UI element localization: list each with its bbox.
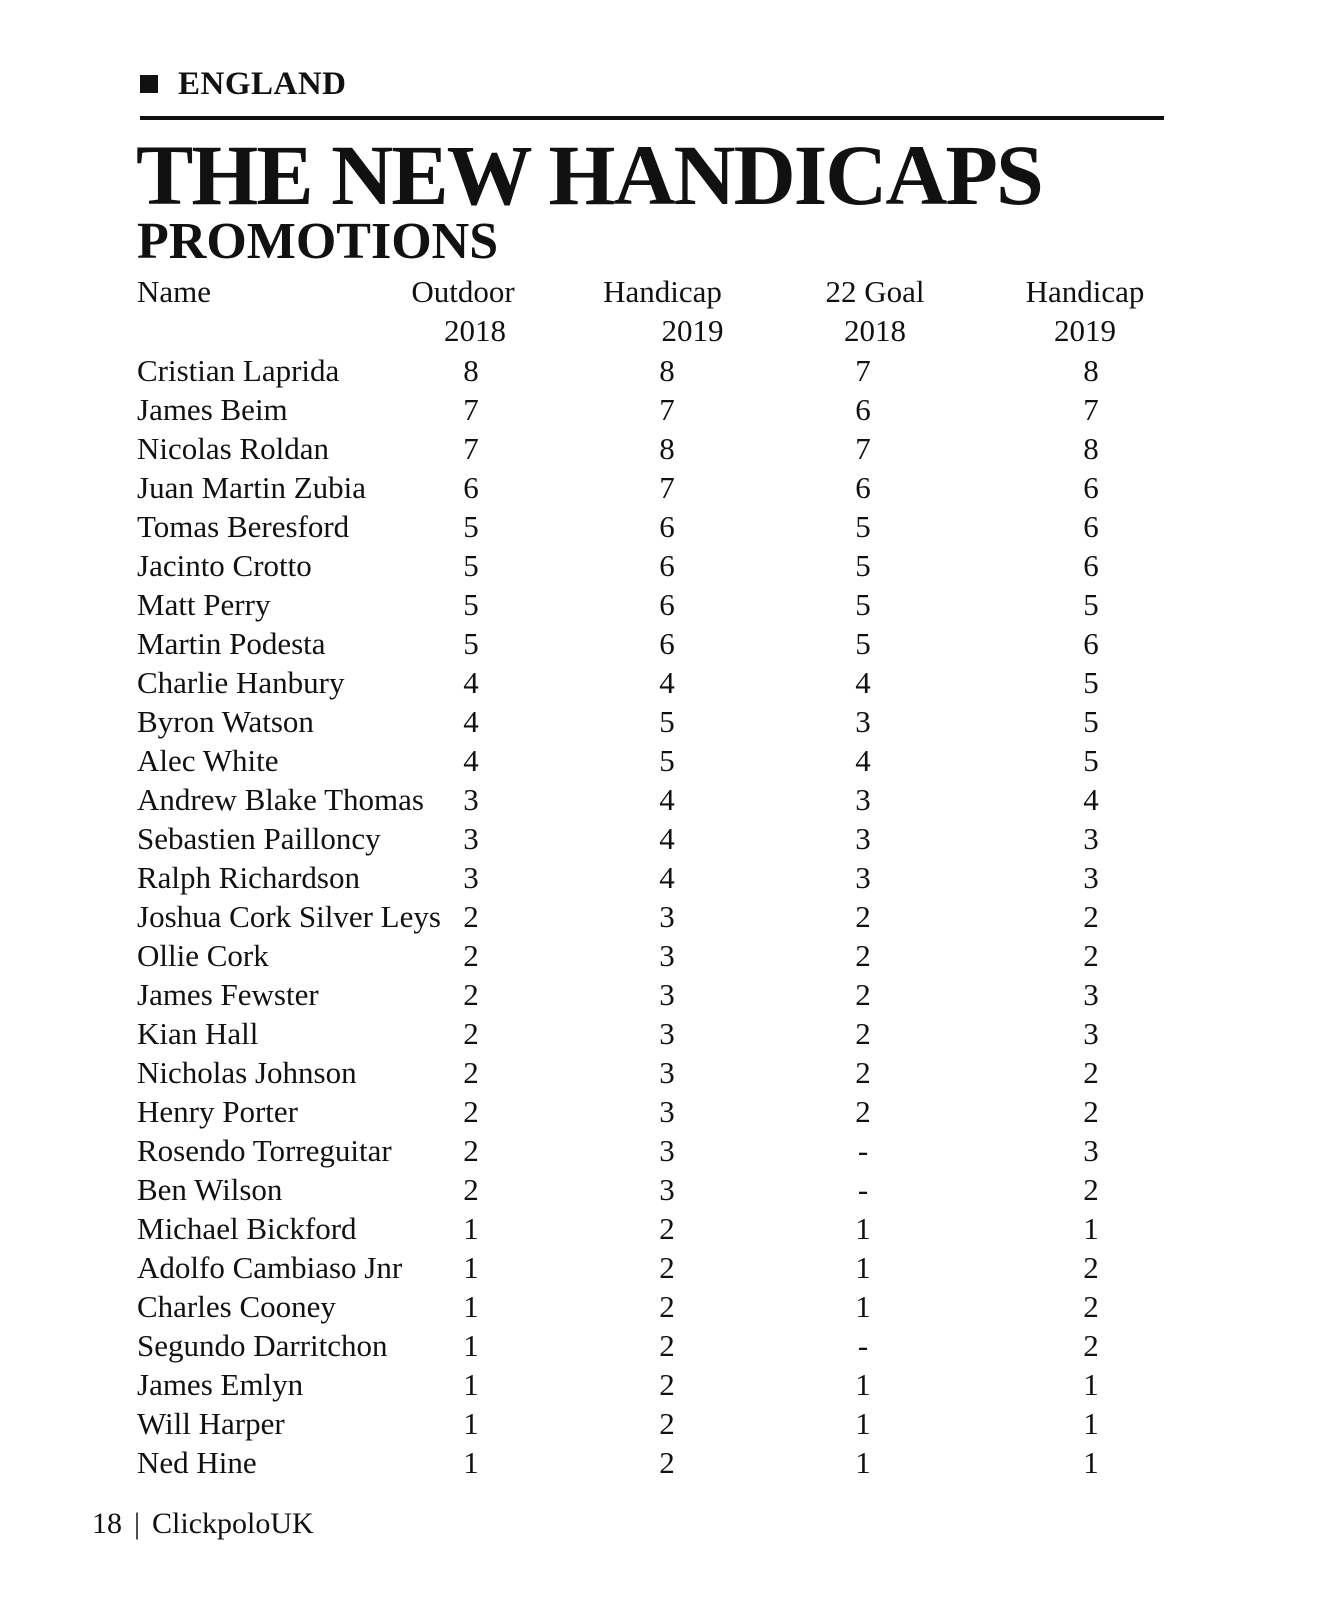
goal22-handicap-2019-value: 1: [1083, 1367, 1099, 1402]
table-row: [0, 897, 1318, 936]
outdoor-2018-value: 4: [463, 665, 479, 700]
header-line: 2019: [1054, 313, 1116, 348]
outdoor-2018-value: 5: [463, 509, 479, 544]
goal22-2018-value: 1: [855, 1367, 871, 1402]
header-handicap-2019-22-goal: [1010, 272, 1160, 350]
table-row: [0, 1092, 1318, 1131]
handicap-2019-value: 4: [659, 821, 675, 856]
goal22-2018-value: 3: [855, 782, 871, 817]
table-row: [0, 741, 1318, 780]
handicap-2019-value: 4: [659, 860, 675, 895]
table-row: [0, 780, 1318, 819]
handicap-2019-value: 2: [659, 1367, 675, 1402]
player-name: James Beim: [137, 392, 288, 427]
table-row: [0, 1287, 1318, 1326]
outdoor-2018-value: 2: [463, 977, 479, 1012]
goal22-2018-value: 3: [855, 821, 871, 856]
handicap-2019-value: 5: [659, 704, 675, 739]
player-name: Alec White: [137, 743, 279, 778]
player-name: Charlie Hanbury: [137, 665, 345, 700]
handicap-2019-value: 3: [659, 1133, 675, 1168]
outdoor-2018-value: 2: [463, 1133, 479, 1168]
goal22-2018-value: 6: [855, 392, 871, 427]
header-line: 2018: [844, 313, 906, 348]
player-name: Nicholas Johnson: [137, 1055, 357, 1090]
header-line: Handicap: [603, 274, 722, 309]
goal22-handicap-2019-value: 7: [1083, 392, 1099, 427]
goal22-handicap-2019-value: 5: [1083, 587, 1099, 622]
handicap-2019-value: 6: [659, 626, 675, 661]
handicap-2019-value: 7: [659, 392, 675, 427]
player-name: Sebastien Pailloncy: [137, 821, 381, 856]
player-name: Andrew Blake Thomas: [137, 782, 424, 817]
table-row: [0, 624, 1318, 663]
goal22-handicap-2019-value: 3: [1083, 1133, 1099, 1168]
goal22-2018-value: 4: [855, 665, 871, 700]
handicap-2019-value: 5: [659, 743, 675, 778]
table-row: [0, 1404, 1318, 1443]
outdoor-2018-value: 4: [463, 743, 479, 778]
player-name: James Fewster: [137, 977, 319, 1012]
player-name: James Emlyn: [137, 1367, 304, 1402]
header-rule: [140, 116, 1164, 120]
goal22-2018-value: 3: [855, 704, 871, 739]
outdoor-2018-value: 1: [463, 1250, 479, 1285]
table-row: [0, 1365, 1318, 1404]
goal22-handicap-2019-value: 2: [1083, 1289, 1099, 1324]
table-row: [0, 507, 1318, 546]
goal22-handicap-2019-value: 5: [1083, 665, 1099, 700]
table-row: [0, 351, 1318, 390]
player-name: Kian Hall: [137, 1016, 259, 1051]
outdoor-2018-value: 5: [463, 626, 479, 661]
goal22-handicap-2019-value: 3: [1083, 977, 1099, 1012]
table-row: [0, 1014, 1318, 1053]
outdoor-2018-value: 5: [463, 587, 479, 622]
player-name: Henry Porter: [137, 1094, 298, 1129]
handicap-2019-value: 8: [659, 353, 675, 388]
goal22-handicap-2019-value: 3: [1083, 860, 1099, 895]
handicap-2019-value: 4: [659, 665, 675, 700]
square-bullet-icon: [140, 75, 158, 93]
handicap-2019-value: 4: [659, 782, 675, 817]
goal22-2018-value: 3: [855, 860, 871, 895]
goal22-2018-value: -: [857, 1328, 869, 1363]
section-tag: [140, 62, 347, 106]
handicap-2019-value: 3: [659, 1016, 675, 1051]
goal22-handicap-2019-value: 4: [1083, 782, 1099, 817]
outdoor-2018-value: 1: [463, 1406, 479, 1441]
goal22-2018-value: 2: [855, 1055, 871, 1090]
player-name: Martin Podesta: [137, 626, 326, 661]
goal22-handicap-2019-value: 2: [1083, 1250, 1099, 1285]
goal22-handicap-2019-value: 8: [1083, 353, 1099, 388]
goal22-2018-value: 2: [855, 977, 871, 1012]
table-row: [0, 585, 1318, 624]
header-name: Name: [137, 274, 212, 309]
goal22-2018-value: 5: [855, 548, 871, 583]
handicap-table: [0, 351, 1318, 1482]
handicap-2019-value: 3: [659, 1055, 675, 1090]
handicap-2019-value: 3: [659, 1172, 675, 1207]
goal22-handicap-2019-value: 6: [1083, 548, 1099, 583]
header-22-goal-2018: [800, 272, 950, 350]
table-row: [0, 390, 1318, 429]
page-number: 18: [92, 1507, 122, 1540]
table-row: [0, 429, 1318, 468]
handicap-2019-value: 3: [659, 938, 675, 973]
goal22-handicap-2019-value: 1: [1083, 1211, 1099, 1246]
player-name: Adolfo Cambiaso Jnr: [137, 1250, 403, 1285]
outdoor-2018-value: 3: [463, 821, 479, 856]
outdoor-2018-value: 7: [463, 431, 479, 466]
player-name: Ollie Cork: [137, 938, 269, 973]
outdoor-2018-value: 3: [463, 860, 479, 895]
handicap-2019-value: 3: [659, 977, 675, 1012]
goal22-2018-value: 7: [855, 431, 871, 466]
outdoor-2018-value: 4: [463, 704, 479, 739]
player-name: Byron Watson: [137, 704, 314, 739]
outdoor-2018-value: 1: [463, 1328, 479, 1363]
goal22-handicap-2019-value: 8: [1083, 431, 1099, 466]
handicap-2019-value: 8: [659, 431, 675, 466]
goal22-handicap-2019-value: 2: [1083, 1328, 1099, 1363]
table-row: [0, 1209, 1318, 1248]
outdoor-2018-value: 8: [463, 353, 479, 388]
goal22-handicap-2019-value: 6: [1083, 470, 1099, 505]
goal22-2018-value: 1: [855, 1406, 871, 1441]
goal22-2018-value: 5: [855, 509, 871, 544]
handicap-2019-value: 7: [659, 470, 675, 505]
handicap-2019-value: 6: [659, 548, 675, 583]
outdoor-2018-value: 7: [463, 392, 479, 427]
table-header: [0, 272, 1318, 352]
player-name: Segundo Darritchon: [137, 1328, 388, 1363]
player-name: Michael Bickford: [137, 1211, 357, 1246]
outdoor-2018-value: 2: [463, 1016, 479, 1051]
player-name: Ralph Richardson: [137, 860, 360, 895]
table-row: [0, 546, 1318, 585]
goal22-2018-value: 4: [855, 743, 871, 778]
goal22-handicap-2019-value: 6: [1083, 509, 1099, 544]
goal22-handicap-2019-value: 5: [1083, 704, 1099, 739]
publication-name: ClickpoloUK: [152, 1507, 314, 1540]
player-name: Ned Hine: [137, 1445, 257, 1480]
player-name: Ben Wilson: [137, 1172, 283, 1207]
player-name: Juan Martin Zubia: [137, 470, 367, 505]
page-footer: [92, 1506, 314, 1542]
goal22-2018-value: 2: [855, 938, 871, 973]
goal22-handicap-2019-value: 2: [1083, 899, 1099, 934]
goal22-handicap-2019-value: 1: [1083, 1406, 1099, 1441]
goal22-handicap-2019-value: 1: [1083, 1445, 1099, 1480]
table-row: [0, 1053, 1318, 1092]
page-subtitle: PROMOTIONS: [137, 213, 499, 270]
header-outdoor-2018: [388, 272, 538, 350]
goal22-2018-value: 2: [855, 1094, 871, 1129]
outdoor-2018-value: 6: [463, 470, 479, 505]
header-line: Handicap: [1025, 274, 1145, 309]
goal22-2018-value: 5: [855, 626, 871, 661]
handicap-2019-value: 2: [659, 1289, 675, 1324]
page-title: THE NEW HANDICAPS: [136, 127, 1042, 223]
header-line: 2019: [661, 313, 724, 348]
table-row: [0, 975, 1318, 1014]
goal22-2018-value: 5: [855, 587, 871, 622]
player-name: Cristian Laprida: [137, 353, 340, 388]
outdoor-2018-value: 2: [463, 1055, 479, 1090]
player-name: Charles Cooney: [137, 1289, 336, 1324]
handicap-2019-value: 2: [659, 1211, 675, 1246]
table-row: [0, 468, 1318, 507]
table-row: [0, 1131, 1318, 1170]
outdoor-2018-value: 1: [463, 1211, 479, 1246]
outdoor-2018-value: 2: [463, 1094, 479, 1129]
table-row: [0, 936, 1318, 975]
goal22-2018-value: 2: [855, 1016, 871, 1051]
outdoor-2018-value: 1: [463, 1367, 479, 1402]
handicap-2019-value: 2: [659, 1406, 675, 1441]
outdoor-2018-value: 1: [463, 1289, 479, 1324]
handicap-2019-value: 3: [659, 899, 675, 934]
goal22-handicap-2019-value: 3: [1083, 821, 1099, 856]
player-name: Nicolas Roldan: [137, 431, 329, 466]
player-name: Rosendo Torreguitar: [137, 1133, 392, 1168]
handicap-2019-value: 2: [659, 1250, 675, 1285]
handicap-2019-value: 2: [659, 1328, 675, 1363]
section-label: ENGLAND: [178, 65, 347, 102]
outdoor-2018-value: 2: [463, 938, 479, 973]
footer-separator: |: [134, 1507, 141, 1540]
player-name: Will Harper: [137, 1406, 285, 1441]
handicap-2019-value: 3: [659, 1094, 675, 1129]
goal22-2018-value: 6: [855, 470, 871, 505]
goal22-handicap-2019-value: 2: [1083, 1094, 1099, 1129]
header-line: 22 Goal: [825, 274, 925, 309]
outdoor-2018-value: 1: [463, 1445, 479, 1480]
goal22-handicap-2019-value: 2: [1083, 1055, 1099, 1090]
outdoor-2018-value: 2: [463, 1172, 479, 1207]
player-name: Jacinto Crotto: [137, 548, 312, 583]
goal22-2018-value: 1: [855, 1289, 871, 1324]
handicap-2019-value: 6: [659, 587, 675, 622]
handicap-2019-value: 2: [659, 1445, 675, 1480]
goal22-handicap-2019-value: 3: [1083, 1016, 1099, 1051]
table-row: [0, 1443, 1318, 1482]
goal22-2018-value: 1: [855, 1250, 871, 1285]
goal22-2018-value: -: [857, 1172, 869, 1207]
table-row: [0, 702, 1318, 741]
outdoor-2018-value: 2: [463, 899, 479, 934]
header-line: 2018: [444, 313, 506, 348]
goal22-handicap-2019-value: 5: [1083, 743, 1099, 778]
goal22-2018-value: 2: [855, 899, 871, 934]
outdoor-2018-value: 3: [463, 782, 479, 817]
goal22-handicap-2019-value: 2: [1083, 938, 1099, 973]
outdoor-2018-value: 5: [463, 548, 479, 583]
goal22-handicap-2019-value: 2: [1083, 1172, 1099, 1207]
header-handicap-2019: [580, 272, 745, 350]
goal22-handicap-2019-value: 6: [1083, 626, 1099, 661]
goal22-2018-value: -: [857, 1133, 869, 1168]
player-name: Tomas Beresford: [137, 509, 350, 544]
player-name: Joshua Cork Silver Leys: [137, 899, 441, 934]
table-row: [0, 858, 1318, 897]
table-row: [0, 819, 1318, 858]
player-name: Matt Perry: [137, 587, 271, 622]
handicap-2019-value: 6: [659, 509, 675, 544]
goal22-2018-value: 1: [855, 1445, 871, 1480]
table-row: [0, 1326, 1318, 1365]
goal22-2018-value: 1: [855, 1211, 871, 1246]
table-row: [0, 1248, 1318, 1287]
goal22-2018-value: 7: [855, 353, 871, 388]
table-row: [0, 1170, 1318, 1209]
header-line: Outdoor: [411, 274, 515, 309]
table-row: [0, 663, 1318, 702]
